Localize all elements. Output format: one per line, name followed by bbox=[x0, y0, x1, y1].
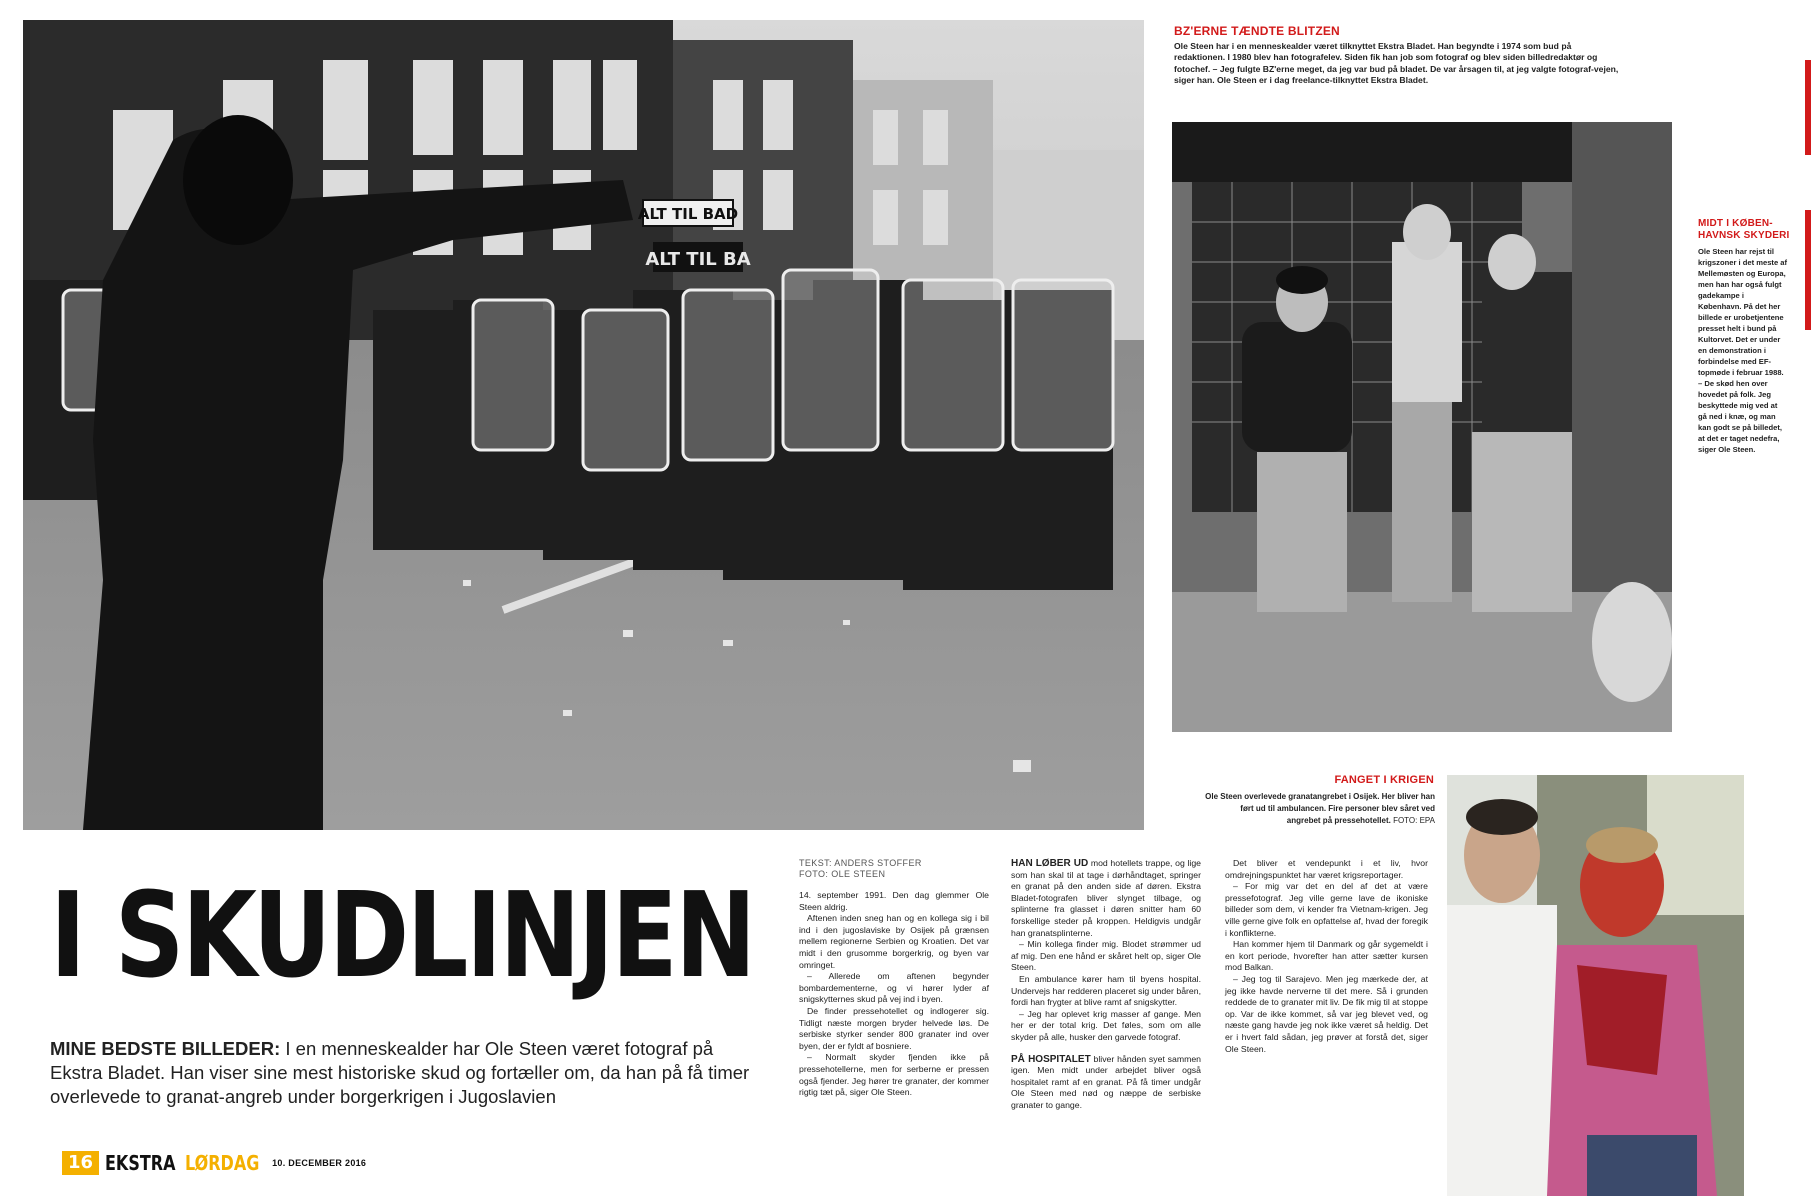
riot-photo-drawing bbox=[23, 20, 1144, 830]
credit-text: TEKST: ANDERS STOFFER bbox=[799, 858, 922, 868]
krigen-heading: FANGET I KRIGEN bbox=[1334, 774, 1434, 786]
standfirst bbox=[50, 1037, 770, 1109]
col1-para-1: 14. september 1991. Den dag glemmer Ole Steen aldrig. bbox=[799, 890, 989, 912]
krigen-text: Ole Steen overlevede granatangrebet i Osijek. Her bliver han ført ud til ambulancen. Fire personer blev såret ved angrebet på pressehotellet. bbox=[1205, 792, 1435, 825]
col1-para-4: De finder pressehotellet og indlogerer sig. Tidligt næste morgen bryder helvede løs. De serbiske styrker sender 800 granater ind over byen, der er fyldt af bosniere. bbox=[799, 1005, 989, 1051]
red-edge-bar-top bbox=[1805, 60, 1811, 155]
page-number: 16 bbox=[62, 1151, 99, 1175]
page-footer bbox=[62, 1150, 366, 1176]
skyderi-heading-line1: MIDT I KØBEN- bbox=[1698, 218, 1773, 229]
skyderi-text: Ole Steen har rejst til krigszoner i det meste af Mellemøsten og Europa, men han har også fulgt gadekampe i København. På det her billede er urobetjentene presset helt i bund på Kultorvet. Det er under en demonstration i forbindelse med EF-topmøde i februar 1988. – De skød hen over hovedet på folk. Jeg beskyttede mig ved at gå ned i knæ, og man kan godt se på billedet, at det er taget nedefra, siger Ole Steen. bbox=[1698, 247, 1788, 454]
photo-riot-police bbox=[23, 20, 1144, 830]
red-edge-bar-mid bbox=[1805, 210, 1811, 330]
photo-shooting-copenhagen bbox=[1172, 122, 1672, 732]
shop-sign-2: ALT TIL BA bbox=[645, 249, 751, 270]
blitzen-text: Ole Steen har i en menneskealder været tilknyttet Ekstra Bladet. Han begyndte i 1974 som bud på redaktionen. I 1980 blev han fotografelev. Siden fik han job som fotograf og blev siden billedredaktør og fotochef. – Jeg fulgte BZ'erne meget, da jeg var bud på bladet. De var årsagen til, at jeg valgte fotograf-vejen, siger han. Ole Steen er i dag freelance-tilknyttet Ekstra Bladet. bbox=[1174, 41, 1619, 86]
footer-date: 10. DECEMBER 2016 bbox=[272, 1158, 367, 1168]
shop-sign-1: ALT TIL BAD bbox=[637, 205, 739, 223]
credit-photo: FOTO: OLE STEEN bbox=[799, 869, 886, 879]
col1-para-3: – Allerede om aftenen begynder bombardementerne, og vi hører lyder af snigskytternes skud på vej ind i byen. bbox=[799, 971, 989, 1005]
col2-lead-1: HAN LØBER UD bbox=[1011, 858, 1089, 869]
photo-wounded-photographer bbox=[1447, 775, 1744, 1196]
page-headline: I SKUDLINJEN bbox=[50, 866, 754, 1004]
krigen-caption bbox=[1205, 791, 1435, 827]
article-column-1 bbox=[799, 858, 989, 1099]
col2-para-3: En ambulance kører ham til byens hospital. Undervejs har redderen placeret sig under båren, fordi han frygter at blive ramt af snigskytter. bbox=[1011, 973, 1201, 1008]
col1-para-5: – Normalt skyder fjenden ikke på pressehotellerne, men for serberne er pressen også fjender. Jeg hører tre granater, der kommer rigtig tæt på, siger Ole Steen. bbox=[799, 1052, 989, 1098]
brand-lordag: LØRDAG bbox=[185, 1151, 260, 1175]
col3-para-3: Han kommer hjem til Danmark og går sygemeldt i en kort periode, hvorefter han atter sætter kursen mod Balkan. bbox=[1225, 939, 1428, 973]
col3-para-2: – For mig var det en del af det at være pressefotograf. Jeg ville gerne lave de ikoniske billeder som dem, vi kender fra Vietnam-krigen. Jeg ville gerne give folk en opfattelse af, hvad der foregik i konflikterne. bbox=[1225, 881, 1428, 938]
col2-lead-2: PÅ HOSPITALET bbox=[1011, 1053, 1091, 1065]
blitzen-heading: BZ'ERNE TÆNDTE BLITZEN bbox=[1174, 24, 1340, 38]
article-column-3 bbox=[1225, 858, 1428, 1055]
skyderi-photo-drawing bbox=[1172, 122, 1672, 732]
krigen-credit: FOTO: EPA bbox=[1393, 816, 1435, 825]
brand-ekstra: EKSTRA bbox=[105, 1151, 176, 1175]
article-column-2 bbox=[1011, 858, 1201, 1111]
col1-para-2: Aftenen inden sneg han og en kollega sig i bil ind i den jugoslaviske by Osijek på grænsen mellem regionerne Serbien og Kroatien. Det var midt i den grusomme borgerkrig, og byen var omringet. bbox=[799, 913, 989, 970]
col3-para-4: – Jeg tog til Sarajevo. Men jeg mærkede der, at jeg ikke havde nerverne til det mere. Så i grunden reddede de to granater mit liv. De fik mig til at stoppe op. Var de ikke kommet, så var jeg blevet ved, og næste gang havde jeg nok ikke været så heldig. Det er i hvert fald sådan, jeg prøver at forstå det, siger Ole Steen. bbox=[1225, 973, 1428, 1054]
standfirst-text: I en menneskealder har Ole Steen været fotograf på Ekstra Bladet. Han viser sine mest historiske skud og fortæller om, da han på få timer overlevede to granat-angreb under borgerkrigen i Jugoslavien bbox=[50, 1038, 750, 1107]
col3-para-1: Det bliver et vendepunkt i et liv, hvor omdrejningspunktet har været krigsreportager. bbox=[1225, 858, 1428, 880]
krigen-photo-drawing bbox=[1447, 775, 1744, 1196]
col2-para-5: bliver hånden syet sammen igen. Men midt under arbejdet bliver også hospitalet ramt af en granat. På få timer undgår Ole Steen med nød og næppe de serbiske granater to gange. bbox=[1011, 1053, 1201, 1110]
col2-para-1: mod hotellets trappe, og lige som han skal til at tage i dørhåndtaget, springer en granat på den anden side af døren. Ekstra Bladet-fotografen bliver slynget tilbage, og splinterne fra glasset i døren snitter ham 60 forskellige steder på kroppen. Heldigvis undgår han granatsplinterne. bbox=[1011, 858, 1201, 938]
skyderi-heading-line2: HAVNSK SKYDERI bbox=[1698, 230, 1790, 241]
standfirst-lead: MINE BEDSTE BILLEDER: bbox=[50, 1038, 281, 1059]
col2-para-2: – Min kollega finder mig. Blodet strømmer ud af mig. Den ene hånd er skåret helt op, siger Ole Steen. bbox=[1011, 939, 1201, 973]
col2-para-4: – Jeg har oplevet krig masser af gange. Men her er der total krig. Det føles, som om alle skyder på alle, husker den garvede fotograf. bbox=[1011, 1008, 1201, 1042]
